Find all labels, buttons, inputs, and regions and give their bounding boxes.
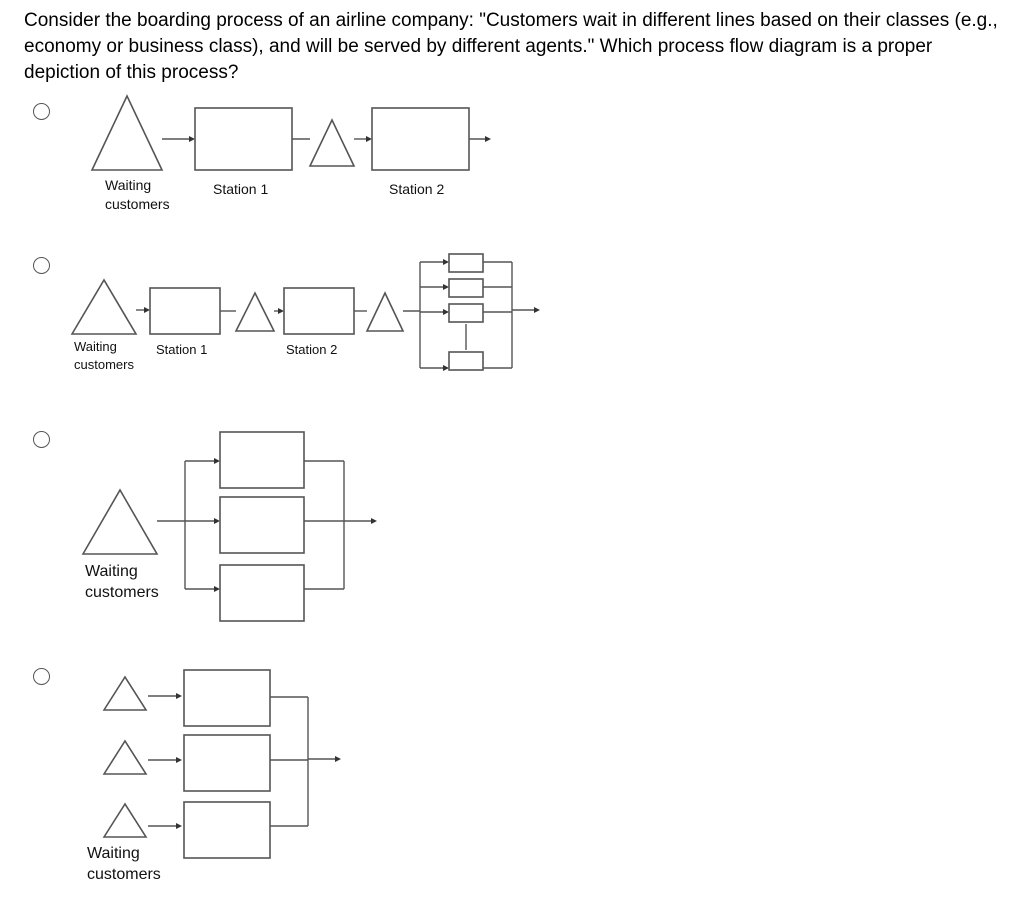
waiting-label: customers — [85, 584, 159, 601]
waiting-triangle — [92, 96, 162, 170]
station-2-label: Station 2 — [389, 181, 445, 197]
agent-box — [449, 352, 483, 370]
option-1-diagram — [0, 90, 1024, 220]
waiting-triangle — [72, 280, 136, 334]
agent-box — [449, 279, 483, 297]
waiting-label: customers — [87, 866, 161, 883]
arrow-head — [176, 823, 182, 829]
agent-box — [184, 735, 270, 791]
option-3-diagram — [0, 425, 1024, 615]
arrow-head — [144, 307, 150, 313]
agent-box — [220, 497, 304, 553]
option-4-diagram — [0, 660, 1024, 890]
agent-box — [184, 670, 270, 726]
waiting-triangle — [367, 293, 403, 331]
waiting-triangle — [236, 293, 274, 331]
arrow-head — [485, 136, 491, 142]
arrow-head — [189, 136, 195, 142]
arrow-head — [176, 757, 182, 763]
station-1-box — [150, 288, 220, 334]
station-1-label: Station 1 — [213, 181, 269, 197]
agent-box — [220, 432, 304, 488]
agent-box — [184, 802, 270, 858]
arrow-head — [371, 518, 377, 524]
arrow-head — [214, 458, 220, 464]
arrow-head — [443, 259, 449, 265]
option-2-diagram — [0, 250, 1024, 375]
waiting-label: Waiting — [85, 563, 138, 580]
agent-box — [449, 304, 483, 322]
waiting-triangle — [104, 741, 146, 774]
arrow-head — [214, 518, 220, 524]
waiting-label: Waiting — [105, 177, 152, 193]
waiting-triangle — [104, 804, 146, 837]
agent-box — [220, 565, 304, 621]
waiting-label: customers — [105, 196, 170, 212]
station-1-label: Station 1 — [156, 342, 208, 357]
arrow-head — [176, 693, 182, 699]
arrow-head — [443, 284, 449, 290]
station-2-box — [284, 288, 354, 334]
station-2-label: Station 2 — [286, 342, 338, 357]
waiting-triangle — [104, 677, 146, 710]
waiting-label: Waiting — [87, 845, 140, 862]
question-text: Consider the boarding process of an airline company: "Customers wait in different lines based on their classes (e.g., economy or business class), and will be served by different agents." Which process flow diagram is a proper depiction of this process? — [24, 10, 998, 83]
waiting-label: customers — [74, 357, 134, 372]
station-1-box — [195, 108, 292, 170]
agent-box — [449, 254, 483, 272]
arrow-head — [335, 756, 341, 762]
arrow-head — [366, 136, 372, 142]
arrow-head — [443, 365, 449, 371]
waiting-label: Waiting — [74, 339, 117, 354]
arrow-head — [443, 309, 449, 315]
station-2-box — [372, 108, 469, 170]
arrow-head — [534, 307, 540, 313]
arrow-head — [278, 308, 284, 314]
arrow-head — [214, 586, 220, 592]
waiting-triangle — [310, 120, 354, 166]
waiting-triangle — [83, 490, 157, 554]
